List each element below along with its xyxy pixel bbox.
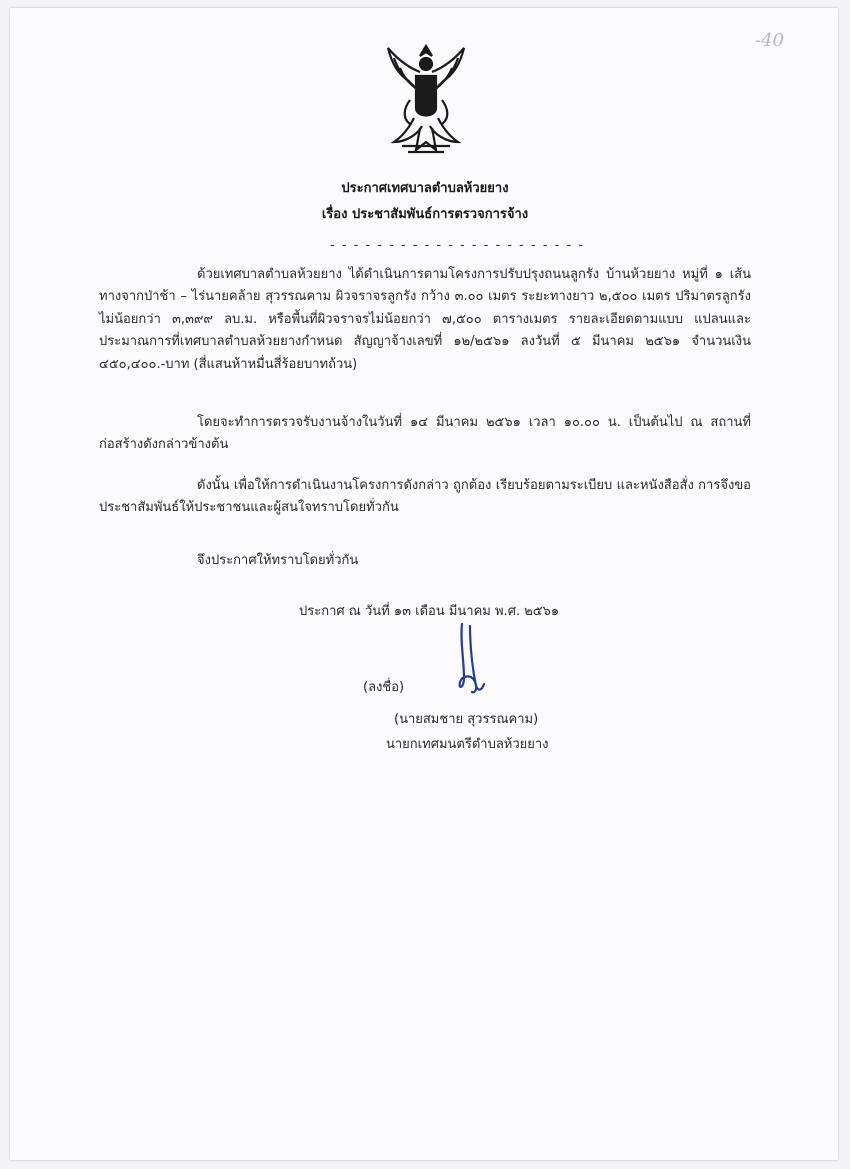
handwritten-signature xyxy=(448,620,498,700)
paragraph-text: โดยจะทำการตรวจรับงานจ้างในวันที่ ๑๔ มีนาคม ๒๕๖๑ เวลา ๑๐.๐๐ น. เป็นต้นไป ณ สถานที่ก่อสร้างดังกล่าวข้างต้น xyxy=(99,415,751,453)
garuda-emblem-icon xyxy=(380,38,472,160)
paragraph-text: ด้วยเทศบาลตำบลห้วยยาง ได้ดำเนินการตามโครงการปรับปรุงถนนลูกรัง บ้านห้วยยาง หมู่ที่ ๑ เส้นทางจากป่าช้า – ไร่นายคล้าย สุวรรณคาม ผิวจราจรลูกรัง กว้าง ๓.๐๐ เมตร ระยะทางยาว ๒,๕๐๐ เมตร ปริมาตรลูกรังไม่น้อยกว่า ๓,๓๙๙ ลบ.ม. หรือพื้นที่ผิวจราจรไม่น้อยกว่า ๗,๕๐๐ ตารางเมตร รายละเอียดตามแบบ แปลนและประมาณการที่เทศบาลตำบลห้วยยางกำหนด สัญญาจ้างเลขที่ ๑๒/๒๕๖๑ ลงวันที่ ๕ มีนาคม ๒๕๖๑ จำนวนเงิน ๔๕๐,๔๐๐.-บาท (สี่แสนห้าหมื่นสี่ร้อยบาทถ้วน) xyxy=(99,267,751,372)
announcement-subject: เรื่อง ประชาสัมพันธ์การตรวจการจ้าง xyxy=(321,207,529,222)
announcement-title: ประกาศเทศบาลตำบลห้วยยาง xyxy=(341,181,509,196)
signatory-position: นายกเทศมนตรีตำบลห้วยยาง xyxy=(386,737,549,752)
signatory-name: (นายสมชาย สุวรรณคาม) xyxy=(394,712,539,727)
paragraph-project-details xyxy=(99,264,751,376)
pencil-mark: -40 xyxy=(755,30,784,51)
title-divider: - - - - - - - - - - - - - - - - - - - - - - xyxy=(330,238,585,253)
announcement-date: ประกาศ ณ วันที่ ๑๓ เดือน มีนาคม พ.ศ. ๒๕๖๑ xyxy=(299,604,560,619)
paragraph-publicity xyxy=(99,475,751,520)
paragraph-text: ดังนั้น เพื่อให้การดำเนินงานโครงการดังกล่าว ถูกต้อง เรียบร้อยตามระเบียบ และหนังสือสั่ง การจึงขอประชาสัมพันธ์ให้ประชาชนและผู้สนใจทราบโดยทั่วกัน xyxy=(99,478,751,516)
paragraph-inspection-date xyxy=(99,412,751,457)
signature-label: (ลงชื่อ) xyxy=(363,680,405,695)
closing-statement: จึงประกาศให้ทราบโดยทั่วกัน xyxy=(197,553,359,568)
